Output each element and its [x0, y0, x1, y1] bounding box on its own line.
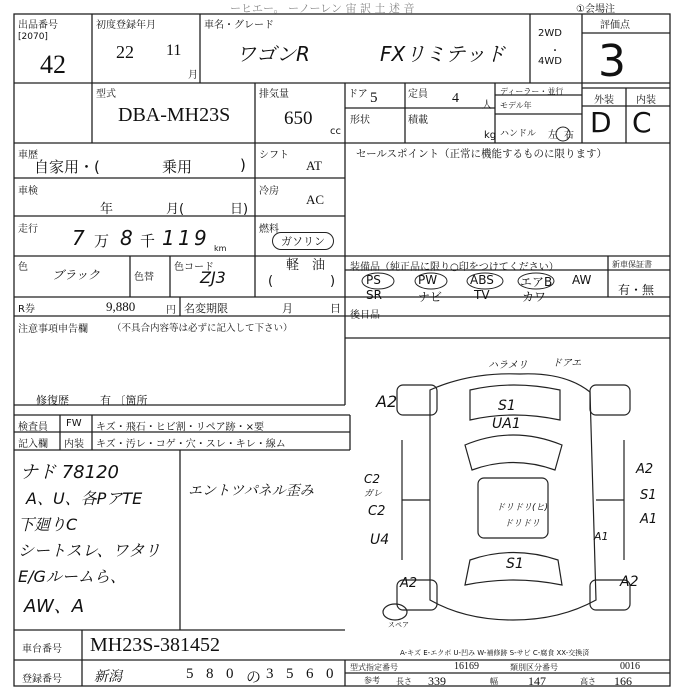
fuel-gasoline: ガソリン: [272, 232, 334, 250]
name-change-label: 名変期限: [184, 302, 228, 315]
spec-length: 339: [428, 674, 446, 688]
inspection-year: 年: [100, 202, 114, 217]
repair-value: 有 〔箇所: [100, 394, 148, 407]
mileage-d3: 1: [162, 226, 175, 250]
plate-d2: 8: [206, 666, 214, 682]
spec-type-label: 型式指定番号: [350, 663, 398, 672]
mark-c2-left2: C2: [368, 504, 386, 519]
score-label: 評価点: [600, 20, 630, 31]
remark-line-1: ナド 78120: [20, 462, 119, 483]
engine-label: 排気量: [259, 89, 289, 100]
mark-spare: スペア: [388, 621, 409, 629]
spec-class-value: 0016: [620, 661, 640, 672]
spec-width: 147: [528, 674, 546, 688]
mileage-d4: 1: [178, 226, 191, 250]
remark-line-6: AW、A: [24, 596, 85, 617]
mark-c2-left-sub: ガレ: [364, 489, 383, 499]
remark-line-5: E/Gルームら、: [18, 567, 126, 586]
score-value: 3: [598, 36, 626, 87]
handle-right: 右: [564, 130, 574, 141]
equip-tv: TV: [474, 288, 490, 302]
drive-sep: ・: [550, 46, 560, 57]
inspector-fw-items: キズ・飛石・ヒビ割・リペア跡・×要: [96, 422, 264, 433]
equip-abs: ABS: [470, 273, 494, 287]
plate-d4: 3: [266, 666, 274, 682]
ac-value: AC: [306, 192, 325, 207]
recycle-value: 9,880: [106, 299, 136, 314]
remark-line-2: A、U、各PアTE: [26, 489, 143, 508]
header-top-text: ーヒエー。 ーノーレン 宙 訳 土 述 音: [230, 2, 415, 15]
recycle-unit: 円: [166, 305, 176, 316]
fuel-open: (: [268, 274, 274, 289]
history-value: 自家用・(: [34, 158, 100, 176]
equip-airbag: エアB: [520, 275, 553, 289]
fuel-diesel: 軽: [286, 258, 300, 273]
notes-label: 注意事項申告欄: [18, 324, 88, 335]
engine-value: 650: [284, 108, 313, 129]
plate-no: の: [246, 670, 262, 686]
equip-ps: PS: [366, 273, 381, 287]
registration-label: 初度登録年月: [96, 20, 156, 31]
registration-year: 22: [116, 42, 134, 62]
equip-pw: PW: [418, 273, 438, 287]
fuel-close: ): [330, 274, 336, 289]
seats-unit: 人: [482, 100, 492, 111]
color-label: 色: [18, 262, 28, 273]
repair-label: 修復歴: [36, 394, 69, 407]
inspection-month: 月(: [166, 202, 185, 217]
mark-u4: U4: [370, 532, 390, 548]
model-value: DBA-MH23S: [118, 104, 231, 126]
remark-mid: エントツパネル歪み: [188, 483, 314, 499]
mark-a2-tl: A2: [376, 392, 398, 411]
chassis-value: MH23S-381452: [90, 634, 221, 656]
mark-s1-top: S1: [498, 398, 516, 414]
mileage-unit: km: [214, 244, 227, 253]
equip-leather: カワ: [522, 290, 547, 304]
mileage-d1: 7: [72, 226, 85, 250]
interior-label: 内装: [636, 95, 656, 106]
spec-ref-label: 参考: [364, 676, 380, 685]
color-replaced-label: 色替: [134, 272, 154, 283]
mark-a2-r: A2: [636, 462, 654, 477]
mark-roof2: ドリドリ: [504, 519, 541, 529]
plate-d7: 0: [326, 666, 334, 682]
shape-label: 形状: [350, 115, 370, 126]
handle-left: 左: [548, 130, 558, 141]
load-label: 積載: [408, 115, 428, 126]
spec-height-label: 高さ: [580, 677, 596, 686]
name-change-month: 月: [282, 302, 293, 315]
mark-a2-bl: A2: [400, 576, 418, 591]
registration-month-unit: 月: [188, 70, 198, 81]
mileage-man: 万: [94, 232, 110, 250]
load-unit: kg: [484, 130, 497, 141]
history-label: 車歴: [18, 150, 38, 161]
mark-a2-br: A2: [620, 574, 639, 590]
remark-line-4: シートスレ、ワタリ: [18, 541, 161, 560]
equipment-label: 装備品（純正品に限り○印をつけてください）: [350, 262, 559, 273]
color-code-label: 色コード: [174, 262, 214, 273]
car-name: ワゴンR: [236, 42, 310, 66]
inspector-label2: 記入欄: [18, 439, 48, 450]
seats-value: 4: [452, 91, 459, 106]
mileage-label: 走行: [18, 224, 38, 235]
mark-ua1: UA1: [492, 416, 521, 432]
fuel-label: 燃料: [259, 224, 279, 235]
model-year-label: モデル年: [500, 101, 532, 110]
drive-4wd: 4WD: [538, 56, 562, 67]
color-value: ブラック: [52, 268, 100, 282]
plate-region: 新潟: [94, 669, 122, 685]
equip-navi: ナビ: [418, 290, 443, 304]
inspector-int-items: キズ・汚レ・コゲ・穴・スレ・キレ・線ム: [96, 439, 286, 450]
exterior-label: 外装: [594, 95, 614, 106]
lot-number: 42: [40, 50, 66, 79]
spec-height: 166: [614, 674, 632, 688]
plate-d5: 5: [286, 666, 294, 682]
mark-roof1: ドリドリ(ヒ): [496, 503, 549, 513]
damage-legend: A-キズ E-エクボ U-凹み W-補修跡 S-サビ C-腐食 XX-交換済: [400, 649, 590, 657]
plate-d3: 0: [226, 666, 234, 682]
interior-value: C: [632, 106, 652, 139]
mileage-sen: 千: [140, 232, 156, 250]
fuel-oil: 油: [312, 258, 326, 273]
inspector-label1: 検査員: [18, 422, 48, 433]
drive-2wd: 2WD: [538, 28, 562, 39]
mileage-d5: 9: [194, 226, 207, 250]
seats-label: 定員: [408, 89, 428, 100]
new-car-warranty-label: 新車保証書: [612, 260, 652, 269]
car-label: 車名・グレード: [204, 20, 274, 31]
mark-a1-r2: A1: [594, 530, 609, 543]
spec-class-label: 類別区分番号: [510, 663, 558, 672]
inspection-label: 車検: [18, 186, 38, 197]
remark-line-3: 下廻りC: [18, 515, 78, 534]
inspection-day: 日): [230, 202, 249, 217]
spec-width-label: 幅: [490, 677, 498, 686]
plate-label: 登録番号: [22, 674, 62, 685]
ac-label: 冷房: [259, 186, 279, 197]
mark-s1-r: S1: [640, 488, 657, 503]
car-grade: FXリミテッド: [380, 42, 506, 66]
dealer-label: ディーラー・並行: [500, 87, 564, 96]
plate-d6: 6: [306, 666, 314, 682]
mark-s1-bot: S1: [506, 556, 524, 572]
later-date-label: 後日品: [350, 310, 380, 321]
chassis-label: 車台番号: [22, 644, 62, 655]
doors-label: ドア: [348, 89, 368, 100]
shift-value: AT: [306, 158, 322, 173]
venue-label: ①会場注: [576, 4, 615, 15]
equip-aw: AW: [572, 273, 592, 287]
spec-length-label: 長さ: [396, 677, 412, 686]
name-change-day: 日: [330, 302, 341, 315]
doors-value: 5: [370, 90, 378, 106]
model-label: 型式: [96, 89, 116, 100]
handle-label: ハンドル: [500, 129, 537, 139]
history-close: ): [240, 156, 246, 174]
exterior-value: D: [590, 106, 612, 139]
mark-c2-left: C2: [364, 472, 381, 486]
history-type: 乗用: [162, 158, 193, 176]
lot-session: [2070]: [18, 32, 48, 42]
spec-type-value: 16169: [454, 661, 479, 672]
inspector-int: 内装: [64, 439, 84, 450]
engine-unit: cc: [330, 126, 341, 137]
inspector-fw: FW: [66, 418, 82, 429]
mileage-d2: 8: [120, 226, 133, 250]
recycle-label: R券: [18, 304, 35, 315]
shift-label: シフト: [259, 150, 289, 161]
mark-a1-r: A1: [640, 512, 658, 527]
color-code: ZJ3: [200, 268, 226, 287]
sales-point-label: セールスポイント（正常に機能するものに限ります）: [356, 148, 608, 160]
mark-top2: ドアエ: [552, 358, 582, 369]
mark-top1: ハラメリ: [488, 360, 528, 371]
warranty-value: 有・無: [618, 283, 655, 297]
registration-month: 11: [166, 42, 182, 59]
plate-d1: 5: [186, 666, 194, 682]
notes-hint: （不具合内容等は必ずに記入して下さい）: [112, 323, 293, 334]
lot-label: 出品番号: [18, 20, 58, 31]
equip-sr: SR: [366, 288, 382, 302]
